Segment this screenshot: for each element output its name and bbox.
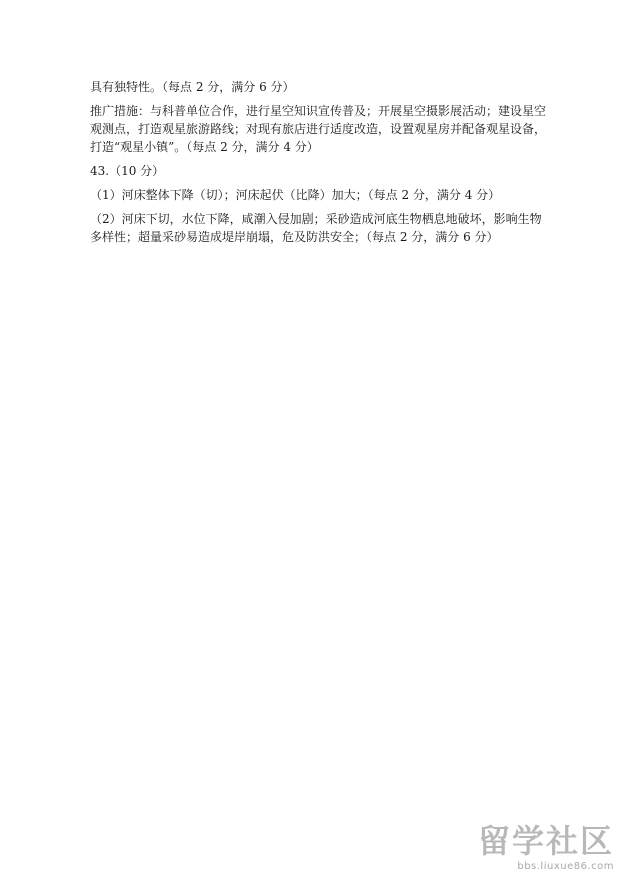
answer-content: [90, 78, 550, 252]
paragraph-uniqueness: 具有独特性。（每点 2 分，满分 6 分）: [90, 80, 295, 94]
answer-43-part-2: （2）河床下切，水位下降，咸潮入侵加剧；采砂造成河底生物栖息地破坏，影响生物多样性；超量采砂易造成堤岸崩塌，危及防洪安全；（每点 2 分，满分 6 分）: [90, 212, 542, 244]
watermark-title: 留学社区: [477, 822, 614, 860]
site-watermark: [464, 822, 614, 882]
question-43-heading: 43.（10 分）: [90, 164, 165, 178]
answer-43-part-1: （1）河床整体下降（切）；河床起伏（比降）加大；（每点 2 分，满分 4 分）: [90, 188, 501, 202]
paragraph-promotion-measures: 推广措施：与科普单位合作，进行星空知识宣传普及；开展星空摄影展活动；建设星空观测点，打造观星旅游路线；对现有旅店进行适度改造，设置观星房并配备观星设备，打造“观星小镇”。（每点 2 分，满分 4 分）: [90, 104, 547, 154]
watermark-url: bbs.liuxue86.com: [517, 861, 614, 872]
